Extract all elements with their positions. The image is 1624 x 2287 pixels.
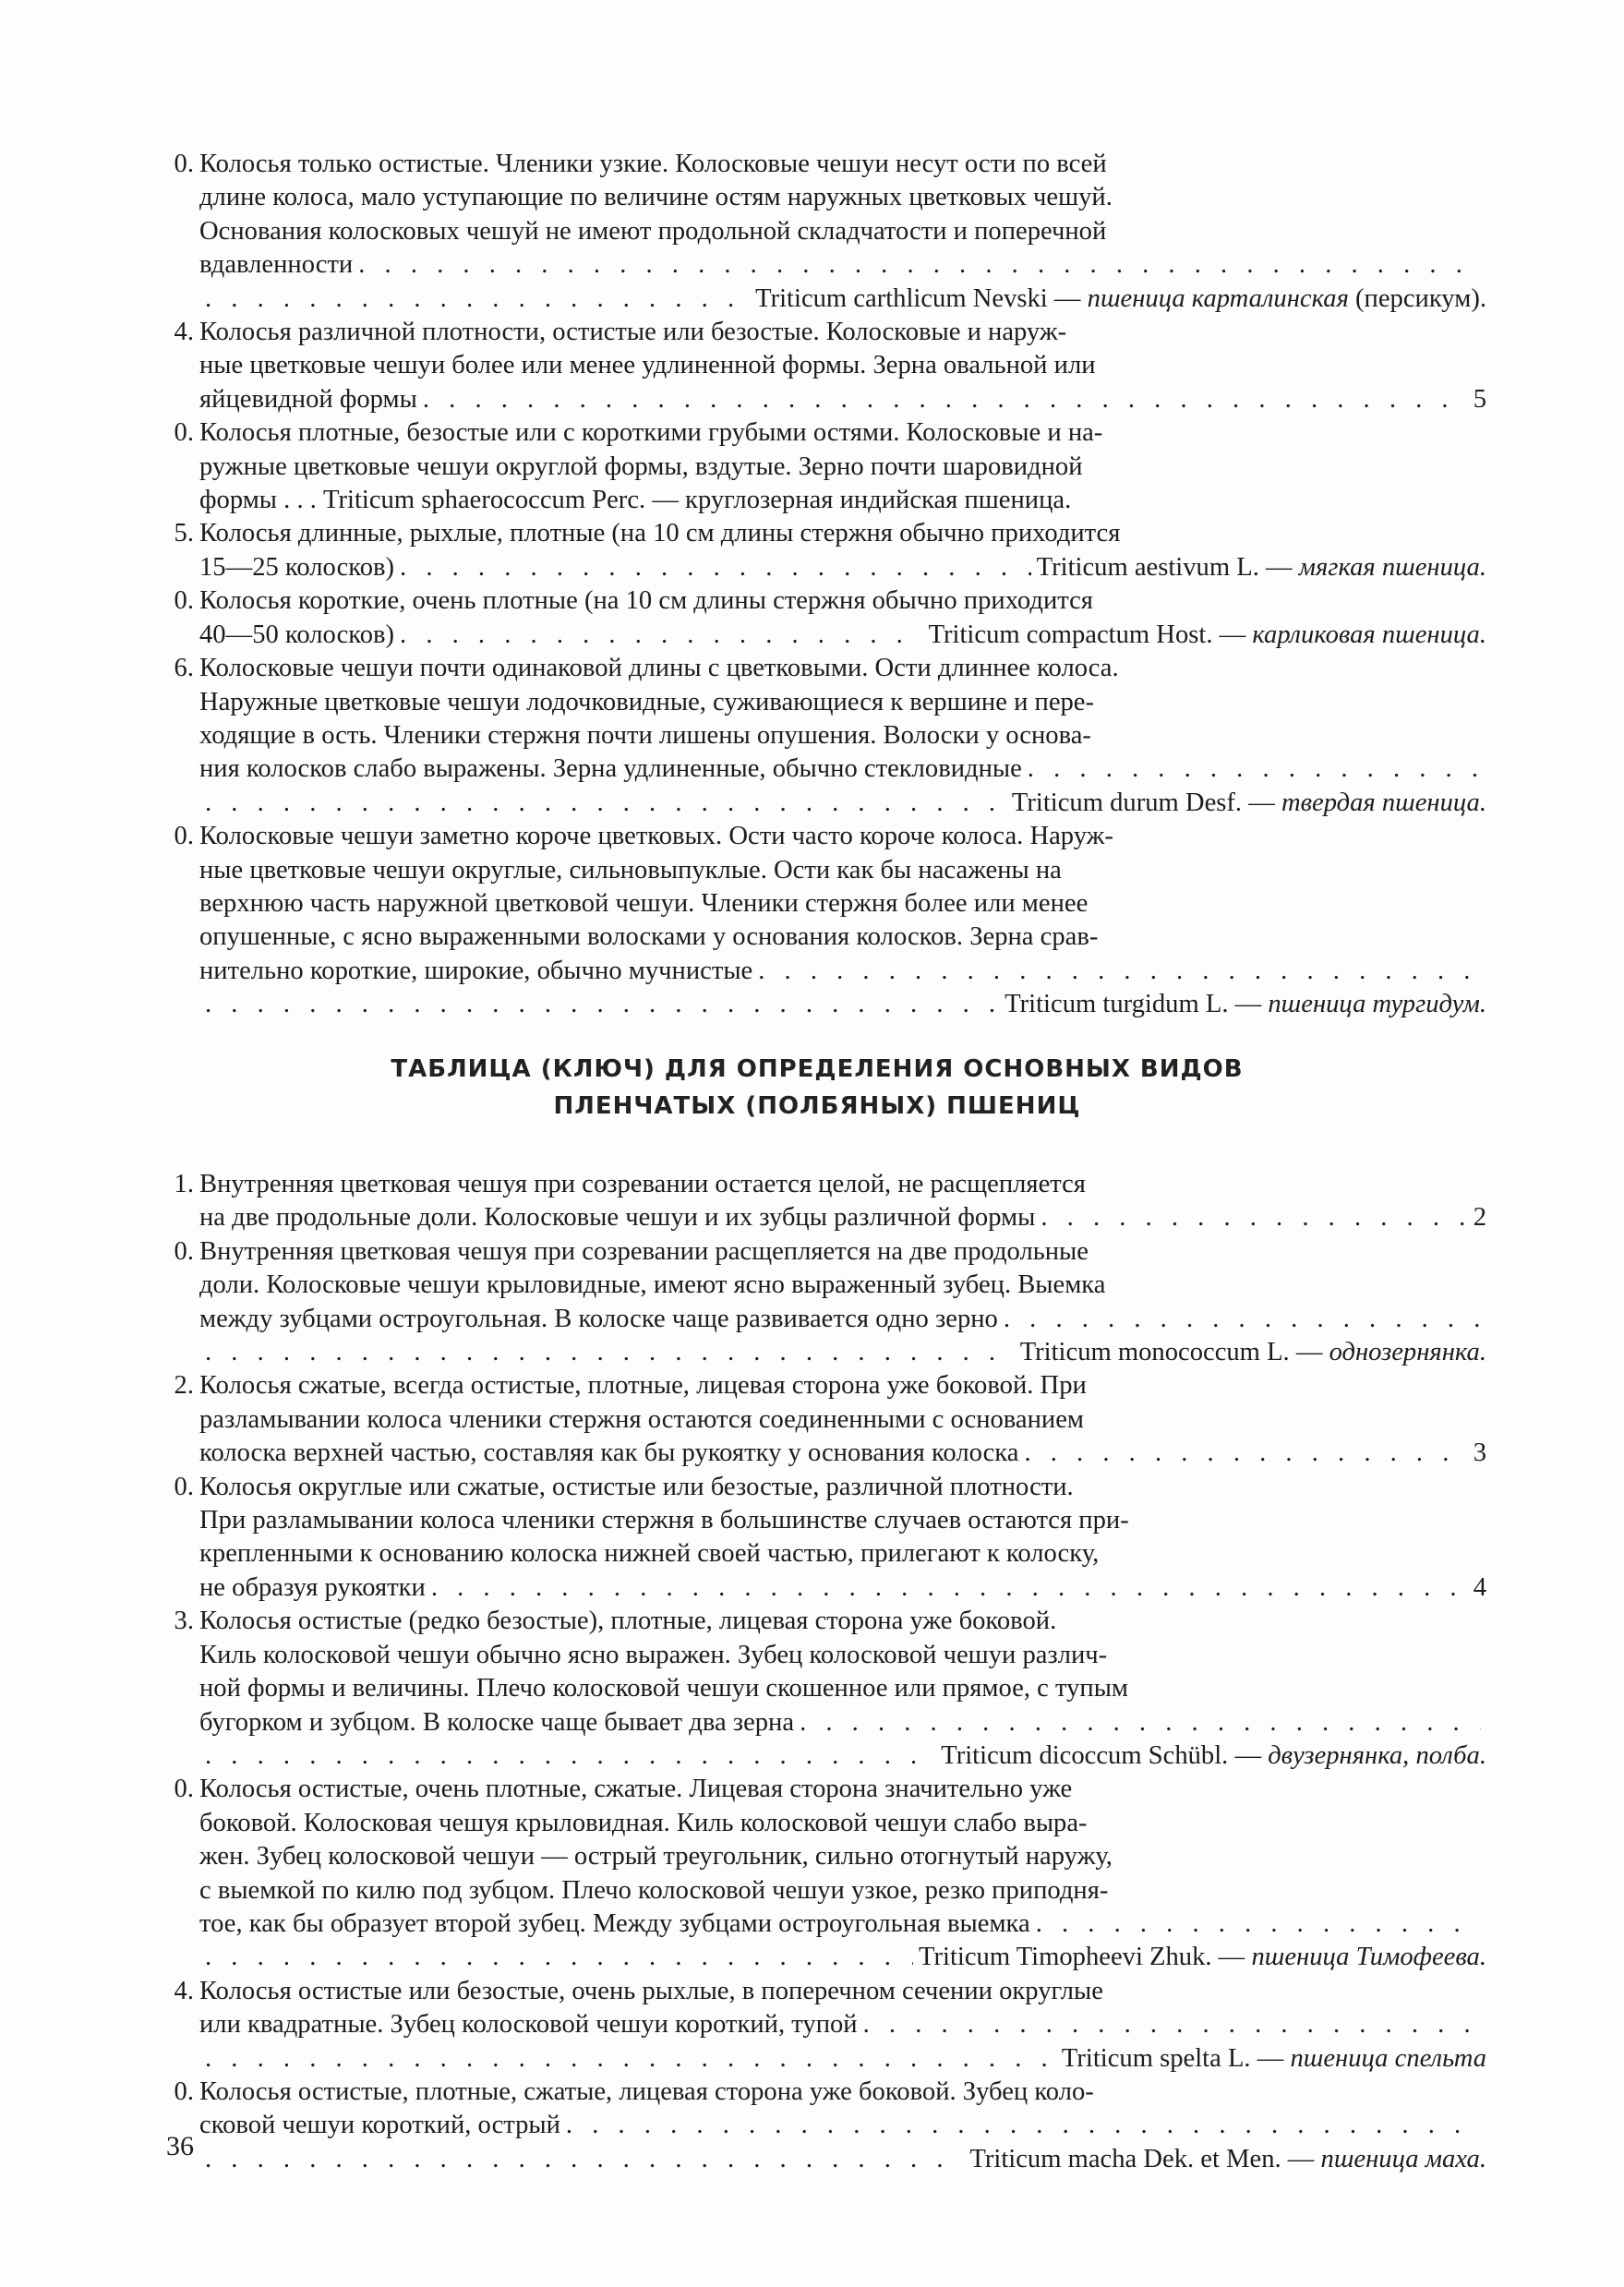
entry-text-line: верхнюю часть наружной цветковой чешуи. Членики стержня более или менее [199,888,1089,918]
key-entry [148,1168,1486,1235]
species-latin-name: Triticum spelta L. — [1061,2043,1284,2073]
goto-step-number: 4 [1473,1572,1486,1602]
leader-dots [400,619,923,652]
species-answer [941,1739,1486,1773]
entry-number: 4. [174,1976,194,2005]
entry-text-line: не образуя рукоятки [199,1572,426,1602]
key-entry [148,820,1486,1021]
entry-text-line: жен. Зубец колосковой чешуи — острый треугольник, сильно отогнутый наружу, [199,1842,1113,1872]
dotted-answer-line [199,1571,1486,1605]
entry-text-line: Колосья остистые (редко безостые), плотные, лицевая сторона уже боковой. [199,1607,1057,1636]
species-latin-name: Triticum carthlicum Nevski — [755,283,1081,313]
entry-number: 0. [174,150,194,178]
entry-text-line: Колосья округлые или сжатые, остистые или безостые, различной плотности. [199,1472,1074,1501]
entry-text-line: Основания колосковых чешуй не имеют продольной складчатости и поперечной [199,216,1107,246]
leader-dots [205,283,750,316]
entry-text-line: бугорком и зубцом. В колоске чаще бывает два зерна [199,1707,795,1737]
leader-dots [358,248,1481,282]
dotted-answer-line [199,2042,1486,2076]
entry-text-line: Наружные цветковые чешуи лодочковидные, суживающиеся к вершине и пере- [199,687,1095,716]
leader-dots [758,955,1481,988]
key-entry [148,1471,1486,1606]
heading-line: ПЛЕНЧАТЫХ (ПОЛБЯНЫХ) ПШЕНИЦ [553,1092,1081,1120]
species-common-name: твердая пшеница. [1281,788,1486,817]
dotted-answer-line [199,1941,1486,1974]
key-entry [148,1605,1486,1773]
dotted-answer-line [199,1437,1486,1470]
entry-text-line: Колосья только остистые. Членики узкие. Колосковые чешуи несут ости по всей [199,150,1107,178]
goto-step-number: 5 [1473,384,1486,414]
wheat-key-naked-continuation [148,148,1486,1022]
species-latin-name: Triticum turgidum L. — [1004,990,1262,1019]
species-common-name: мягкая пшеница. [1298,552,1486,582]
entry-text-line: сковой чешуи короткий, острый [199,2111,560,2140]
entry-text-line: Колосковые чешуи почти одинаковой длины с цветковыми. Ости длиннее колоса. [199,654,1119,683]
page-number: 36 [166,2131,194,2161]
entry-text-line: Колосья плотные, безостые или с короткими грубыми остями. Колосковые и на- [199,418,1103,448]
leader-dots [1036,1908,1481,1941]
species-common-name: пшеница маха. [1320,2144,1486,2173]
species-common-name: карликовая пшеница. [1252,620,1486,649]
species-common-name: пшеница Тимофеева. [1251,1943,1486,1972]
entry-text-line: Киль колосковой чешуи обычно ясно выражен. Зубец колосковой чешуи различ- [199,1640,1108,1669]
goto-step-number: 2 [1473,1203,1486,1233]
entry-number: 0. [174,1775,194,1804]
species-answer [929,619,1486,652]
species-latin-name: Triticum monococcum L. — [1019,1338,1323,1367]
dotted-line [199,1908,1486,1941]
dotted-answer-line [199,2143,1486,2176]
wheat-key-hulled [148,1168,1486,2176]
leader-dots [205,1739,935,1773]
leader-dots [431,1571,1468,1605]
leader-dots [1024,1437,1467,1470]
leader-dots [400,551,1031,584]
section-heading [148,1051,1486,1125]
entry-text-line: ружные цветковые чешуи округлой формы, вздутые. Зерно почти шаровидной [199,451,1083,481]
entry-text-line: формы . . . Triticum sphaerococcum Perc. — круглозерная индийская пшеница. [199,486,1072,515]
dotted-answer-line [199,283,1486,316]
key-entry [148,316,1486,416]
dotted-answer-line [199,988,1486,1021]
species-latin-name: Triticum dicoccum Schübl. — [941,1740,1262,1770]
species-answer [1020,1336,1486,1369]
entry-text-line: боковой. Колосковая чешуя крыловидная. Киль колосковой чешуи слабо выра- [199,1808,1088,1837]
entry-text-line: Колосья сжатые, всегда остистые, плотные, лицевая сторона уже боковой. При [199,1371,1087,1401]
key-entry [148,416,1486,517]
entry-number: 0. [174,1236,194,1266]
dotted-answer-line [199,1336,1486,1369]
entry-text-line: на две продольные доли. Колосковые чешуи и их зубцы различной формы [199,1203,1036,1233]
entry-text-line: Колосковые чешуи заметно короче цветковых. Ости часто короче колоса. Наруж- [199,822,1113,851]
leader-dots [205,2143,964,2176]
entry-text-line: яйцевидной формы [199,384,417,414]
entry-number: 2. [174,1371,194,1401]
dotted-answer-line [199,787,1486,820]
dotted-line [199,248,1486,282]
dotted-answer-line [199,383,1486,416]
entry-text-line: между зубцами остроугольная. В колоске чаще развивается одно зерно [199,1304,998,1333]
entry-text-line: При разламывании колоса членики стержня в большинстве случаев остаются при- [199,1506,1129,1535]
species-answer [1004,988,1486,1021]
leader-dots [205,1336,1015,1369]
species-answer [755,283,1486,316]
entry-text-line: ные цветковые чешуи более или менее удлиненной формы. Зерна овальной или [199,351,1096,380]
leader-dots [1041,1201,1467,1234]
entry-text-line: колоска верхней частью, составляя как бы рукоятку у основания колоска [199,1438,1019,1468]
entry-text-line: или квадратные. Зубец колосковой чешуи короткий, тупой [199,2010,858,2040]
entry-text-line: Внутренняя цветковая чешуя при созревании остается целой, не расщепляется [199,1170,1086,1198]
key-entry [148,2076,1486,2176]
dotted-answer-line [199,1739,1486,1773]
species-latin-name: Triticum aestivum L. — [1036,552,1293,582]
entry-text-line: нительно короткие, широкие, обычно мучнистые [199,956,753,985]
species-latin-name: Triticum Timopheevi Zhuk. — [919,1943,1245,1972]
species-answer [1037,551,1486,584]
entry-text-line: Колосья длинные, рыхлые, плотные (на 10 см длины стержня обычно приходится [199,519,1121,548]
dotted-line [199,955,1486,988]
entry-text-line: Внутренняя цветковая чешуя при созревании расщепляется на две продольные [199,1236,1089,1266]
species-answer [969,2143,1486,2176]
dotted-line [199,1303,1486,1336]
entry-text-line: Колосья различной плотности, остистые или безостые. Колосковые и наруж- [199,318,1067,347]
entry-text-line: с выемкой по килю под зубцом. Плечо колосковой чешуи узкое, резко приподня- [199,1875,1109,1905]
entry-text-line: ной формы и величины. Плечо колосковой чешуи скошенное или прямое, с тупым [199,1674,1129,1703]
dotted-line [199,2008,1486,2041]
leader-dots [1004,1303,1481,1336]
entry-number: 0. [174,1472,194,1501]
entry-number: 0. [174,586,194,616]
key-entry [148,1235,1486,1370]
entry-number: 6. [174,654,194,683]
leader-dots [800,1706,1481,1739]
dotted-line [199,752,1486,786]
species-answer [1012,787,1486,820]
species-latin-name: Triticum macha Dek. et Men. — [969,2144,1315,2173]
entry-number: 1. [174,1170,194,1198]
key-entry [148,584,1486,652]
entry-text-line: 15—25 колосков) [199,552,395,582]
dotted-answer-line [199,619,1486,652]
dotted-line [199,1706,1486,1739]
entry-text-line: Колосья остистые, плотные, сжатые, лицевая сторона уже боковой. Зубец коло- [199,2076,1094,2106]
entry-text-line: ные цветковые чешуи округлые, сильновыпуклые. Ости как бы насажены на [199,855,1062,885]
entry-text-line: Колосья остистые или безостые, очень рыхлые, в поперечном сечении округлые [199,1976,1103,2005]
entry-text-line: вдавленности [199,250,354,280]
entry-number: 4. [174,318,194,347]
entry-number: 0. [174,2076,194,2106]
species-latin-name: Triticum durum Desf. — [1011,788,1275,817]
species-common-name: пшеница карталинская [1087,283,1349,313]
key-entry [148,1369,1486,1470]
leader-dots [423,383,1468,416]
entry-text-line: Колосья остистые, очень плотные, сжатые. Лицевая сторона значительно уже [199,1775,1073,1804]
species-answer [919,1941,1486,1974]
key-entry [148,1773,1486,1974]
entry-text-line: ния колосков слабо выражены. Зерна удлиненные, обычно стекловидные [199,754,1022,784]
dotted-answer-line [199,551,1486,584]
entry-number: 3. [174,1607,194,1636]
entry-text-line: Колосья короткие, очень плотные (на 10 см длины стержня обычно приходится [199,586,1093,616]
key-entry [148,1975,1486,2076]
leader-dots [205,1941,913,1974]
dotted-line [199,2109,1486,2142]
key-entry [148,148,1486,316]
leader-dots [205,988,999,1021]
entry-text-line: крепленными к основанию колоска нижней своей частью, прилегают к колоску, [199,1539,1100,1569]
entry-number: 0. [174,418,194,448]
entry-text-line: 40—50 колосков) [199,620,395,649]
leader-dots [205,2042,1056,2076]
entry-text-line: длине колоса, мало уступающие по величине остям наружных цветковых чешуй. [199,183,1113,212]
entry-number: 5. [174,519,194,548]
species-answer [1062,2042,1486,2076]
key-entry [148,652,1486,820]
entry-text-line: доли. Колосковые чешуи крыловидные, имеют ясно выраженный зубец. Выемка [199,1270,1106,1300]
species-common-name: пшеница тургидум. [1268,990,1486,1019]
goto-step-number: 3 [1473,1438,1486,1468]
entry-text-line: опушенные, с ясно выраженными волосками у основания колосков. Зерна срав- [199,922,1099,952]
entry-text-line: ходящие в ость. Членики стержня почти лишены опушения. Волоски у основа- [199,720,1091,750]
entry-text-line: тое, как бы образует второй зубец. Между зубцами остроугольная выемка [199,1908,1030,1938]
leader-dots [566,2109,1481,2142]
leader-dots [1028,752,1481,786]
leader-dots [205,787,1006,820]
species-latin-name: Triticum compactum Host. — [928,620,1246,649]
dotted-answer-line [199,1201,1486,1234]
entry-number: 0. [174,822,194,851]
heading-line: ТАБЛИЦА (КЛЮЧ) ДЛЯ ОПРЕДЕЛЕНИЯ ОСНОВНЫХ ВИДОВ [391,1055,1244,1083]
entry-text-line: разламывании колоса членики стержня остаются соединенными с основанием [199,1404,1085,1434]
species-common-name: пшеница спельта [1290,2043,1486,2073]
species-note: (персикум). [1355,283,1486,313]
key-entry [148,517,1486,584]
species-common-name: однозернянка. [1329,1338,1486,1367]
leader-dots [863,2008,1481,2041]
species-common-name: двузернянка, полба. [1268,1740,1486,1770]
